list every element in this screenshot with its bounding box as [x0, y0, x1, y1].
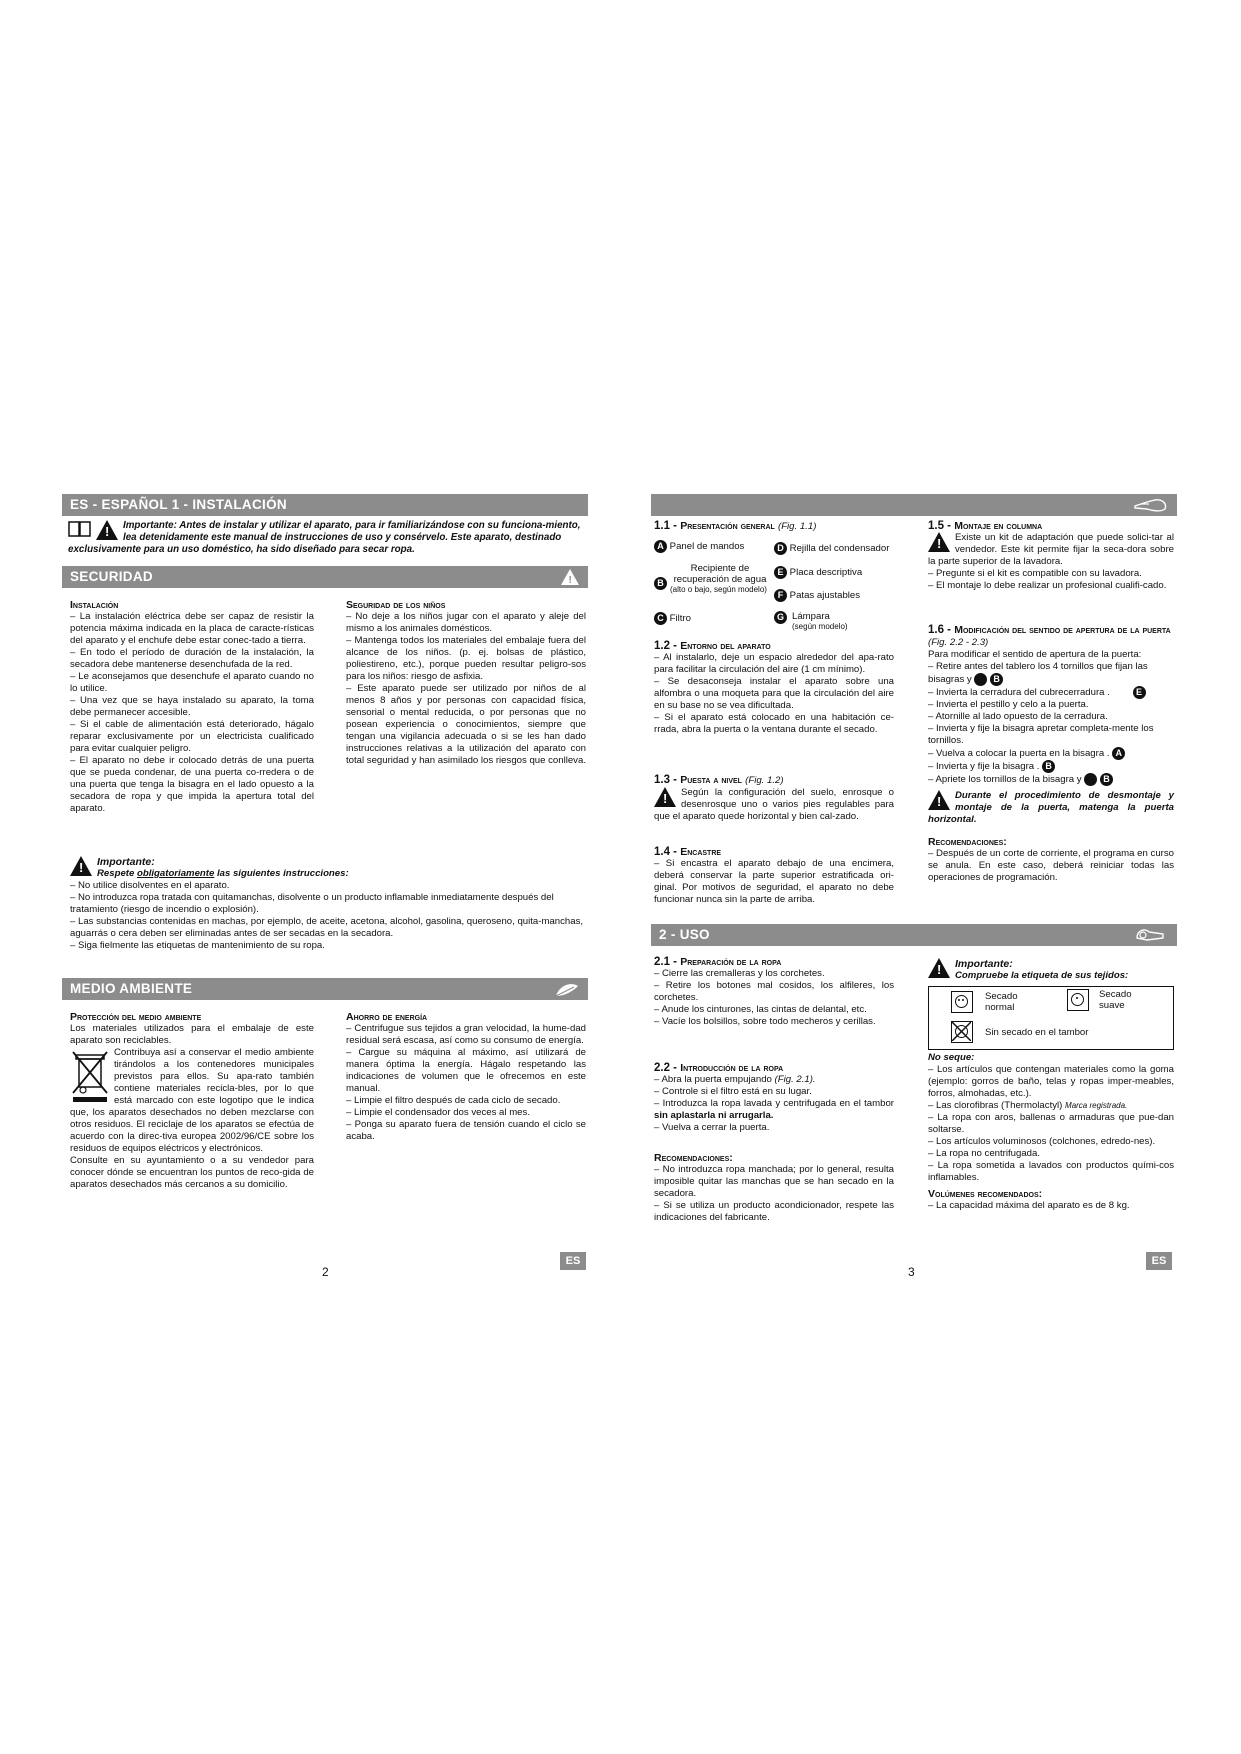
- es-badge-right: ES: [1146, 1252, 1172, 1270]
- list-item: – La ropa sometida a lavados con productos quími-cos inflamables.: [928, 1160, 1174, 1183]
- book-icon: [68, 520, 92, 538]
- list-item: – La ropa con aros, ballenas o armaduras que pue-dan soltarse.: [928, 1112, 1174, 1135]
- ninos-section: [346, 599, 586, 767]
- header-bar-seguridad: [62, 566, 588, 588]
- rec2-title: Recomendaciones:: [654, 1152, 733, 1164]
- ahorro-section: [346, 1011, 586, 1143]
- instalacion-title: Instalación: [70, 599, 119, 611]
- part-note: (alto o bajo, según modelo): [670, 585, 767, 594]
- s11-title: Presentación general: [680, 520, 775, 532]
- list-item: – Las substancias contenidas en machas, por ejemplo, de aceite, acetona, alcohol, gasolina, queroseno, quita-manchas, aguarrás o cera deben ser eliminadas antes de ser secadas en la secadora.: [70, 916, 584, 939]
- list-item: – Pregunte si el kit es compatible con su lavadora.: [928, 568, 1142, 579]
- care-normal: Secado normal: [985, 991, 1018, 1013]
- proteccion-p3: Consulte en su ayuntamiento o a su vendedor para conocer dónde se encuentran los puntos de reco-gida de aparatos desechados más cercanos a su domicilio.: [70, 1155, 314, 1190]
- part-letter: C: [654, 612, 667, 625]
- list-item: – Anude los cinturones, las cintas de delantal, etc.: [654, 1004, 867, 1015]
- part-e: [774, 566, 904, 579]
- importante-pre: Respete: [97, 868, 137, 879]
- marker-a: A: [1112, 747, 1125, 760]
- marca-note: Marca registrada.: [1065, 1101, 1128, 1110]
- list-item: – Al instalarlo, deje un espacio alrededor del apa-rato para facilitar la circulación del aire (1 cm mínimo).: [654, 652, 894, 675]
- part-label: Filtro: [669, 613, 691, 625]
- part-letter: A: [654, 540, 667, 553]
- importante-title: Importante:: [97, 856, 155, 868]
- list-item: – Siga fielmente las etiquetas de mantenimiento de su ropa.: [70, 940, 325, 951]
- marker-dot: [974, 673, 987, 686]
- svg-text:!: !: [568, 575, 573, 586]
- list-item: – Invierta y fije la bisagra . B: [928, 760, 1174, 773]
- s21-title: Preparación de la ropa: [680, 956, 782, 968]
- s16-intro: Para modificar el sentido de apertura de la puerta:: [928, 649, 1142, 660]
- importante-block: [70, 856, 588, 952]
- s11-fig: (Fig. 1.1): [778, 521, 817, 532]
- s16-num: 1.6 -: [928, 624, 955, 636]
- list-item: – Ponga su aparato fuera de tensión cuando el ciclo se acaba.: [346, 1119, 586, 1142]
- intro-text: Importante: Antes de instalar y utilizar el aparato, para ir familiarizándose con su funciona-miento, lea detenidamente este manual de instrucciones de uso y consérvelo. Este aparato, destinado exclusivamente para un uso doméstico, ha sido diseñado para secar ropa.: [68, 520, 581, 555]
- section-1-2: [654, 640, 894, 736]
- intro-block: [68, 520, 586, 556]
- s13-num: 1.3 -: [654, 774, 681, 786]
- page-number-left: 2: [322, 1265, 329, 1279]
- list-item: – Si el aparato está colocado en una habitación ce-rrada, abra la puerta o la ventana durante el secado.: [654, 712, 894, 735]
- list-item: – Le aconsejamos que desenchufe el aparato cuando no lo utilice.: [70, 671, 314, 694]
- marker-e: E: [1133, 686, 1146, 699]
- proteccion-title: Protección del medio ambiente: [70, 1011, 202, 1023]
- list-item: – Controle si el filtro está en su lugar.: [654, 1086, 812, 1097]
- warning-triangle-icon: [96, 520, 118, 540]
- s16-fig: (Fig. 2.2 - 2.3): [928, 637, 989, 648]
- list-item: – No introduzca ropa tratada con quitamanchas, disolvente o un producto inflamable inmediatamente después del tratamiento (riesgo de incendio o explosión).: [70, 892, 554, 915]
- list-item: – Vacíe los bolsillos, sobre todo mecheros y cerillas.: [654, 1016, 876, 1027]
- proteccion-section: [70, 1011, 314, 1191]
- section-2-2: [654, 1062, 894, 1224]
- rec1-title: Recomendaciones:: [928, 836, 1007, 849]
- medio-title: MEDIO AMBIENTE: [70, 981, 193, 996]
- s22-fig: (Fig. 2.1).: [774, 1074, 816, 1085]
- s14-text: – Si encastra el aparato debajo de una encimera, deberá conservar la parte superior estratificada ori-ginal. Por motivos de seguridad, el aparato no debe funcionar nunca sin la parte de arriba.: [654, 858, 894, 905]
- tumble-dry-icon: [1067, 989, 1089, 1011]
- list-item: – El montaje lo debe realizar un profesional cualifi-cado.: [928, 580, 1167, 591]
- header-bar-uso: [651, 924, 1177, 946]
- s21-num: 2.1 -: [654, 956, 681, 968]
- care-suave: Secado suave: [1099, 989, 1132, 1011]
- section-1-1: [654, 520, 894, 533]
- part-letter: E: [774, 566, 787, 579]
- list-item: – En todo el período de duración de la instalación, la secadora debe mantenerse desenchufada de la red.: [70, 647, 314, 670]
- marker-b: B: [1042, 760, 1055, 773]
- noseque-title: No seque:: [928, 1052, 975, 1063]
- list-item: – No utilice disolventes en el aparato.: [70, 880, 230, 891]
- s14-num: 1.4 -: [654, 846, 681, 858]
- part-letter: D: [774, 542, 787, 555]
- part-label: Panel de mandos: [669, 541, 745, 553]
- hand-icon: [1133, 926, 1169, 951]
- uso-title: 2 - USO: [659, 927, 710, 942]
- part-a: [654, 540, 764, 553]
- warning-triangle-icon: [560, 568, 580, 593]
- list-item: – Retire los botones mal cosidos, los alfileres, los corchetes.: [654, 980, 894, 1003]
- part-letter: B: [654, 577, 667, 590]
- s16-warn: Durante el procedimiento de desmontaje y montaje de la puerta, matenga la puerta horizontal.: [928, 790, 1174, 826]
- importante-underline: obligatoriamente: [137, 868, 215, 879]
- part-note: (según modelo): [792, 622, 848, 631]
- list-item: – Cierre las cremalleras y los corchetes.: [654, 968, 825, 979]
- list-item: – Si el cable de alimentación está deteriorado, hágalo reparar exclusivamente por un electricista cualificado para evitar cualquier peligro.: [70, 719, 314, 754]
- warning-triangle-icon: [928, 532, 950, 552]
- section-1-6: [928, 624, 1174, 884]
- s12-num: 1.2 -: [654, 640, 681, 652]
- header-bar-instalacion: [62, 494, 588, 516]
- list-item: – Centrifugue sus tejidos a gran velocidad, la hume-dad residual será escasa, así como su consumo de energía.: [346, 1023, 586, 1046]
- s16-title: Modificación del sentido de apertura de la puerta: [954, 624, 1171, 636]
- list-item: – Invierta la cerradura del cubrecerradura . E: [928, 686, 1174, 699]
- list-item: – Retire antes del tablero los 4 tornillos que fijan las bisagras y B: [928, 661, 1148, 686]
- list-item: – Los artículos voluminosos (colchones, edredo-nes).: [928, 1136, 1156, 1147]
- ninos-title: Seguridad de los niños: [346, 599, 446, 611]
- part-g: [774, 611, 904, 631]
- list-item: – El aparato no debe ir colocado detrás de una puerta que se pueda condenar, de una puerta co-rredera o de una puerta que tenga la bisagra en el lado opuesto a la secadora de ropa y que impida la apertura total del aparato.: [70, 755, 314, 814]
- warning-triangle-icon: [928, 958, 950, 978]
- list-item: – Se desaconseja instalar el aparato sobre una alfombra o una moqueta para que la circulación del aire en su base no se vea dificultada.: [654, 676, 894, 711]
- list-item: – Abra la puerta empujando (Fig. 2.1).: [654, 1074, 816, 1085]
- no-seque-section: [928, 1052, 1174, 1212]
- es-badge-left: ES: [560, 1252, 586, 1270]
- list-item: – Limpie el condensador dos veces al mes.: [346, 1107, 530, 1118]
- marker-dot: [1084, 773, 1097, 786]
- weee-bin-icon: [70, 1049, 110, 1103]
- s13-text: Según la configuración del suelo, enrosque o desenrosque uno o varios pies regulables para que el aparato quede horizontal y bien cal-zado.: [654, 787, 894, 822]
- list-item: – Vuelva a cerrar la puerta.: [654, 1122, 770, 1133]
- header-title: ES - ESPAÑOL 1 - INSTALACIÓN: [70, 497, 287, 512]
- leaf-icon: [552, 980, 580, 1005]
- s22-bold: sin aplastarla ni arrugarla.: [654, 1110, 774, 1121]
- care-sin: Sin secado en el tambor: [985, 1027, 1089, 1038]
- vol-text: – La capacidad máxima del aparato es de 8 kg.: [928, 1200, 1130, 1211]
- section-1-5: [928, 520, 1174, 592]
- importante-post: las siguientes instrucciones:: [214, 868, 349, 879]
- part-c: [654, 612, 764, 625]
- list-item: – Si se utiliza un producto acondicionador, respete las indicaciones del fabricante.: [654, 1200, 894, 1223]
- section-1-4: [654, 846, 894, 906]
- importante-2: [928, 958, 1174, 982]
- warning-triangle-icon: [70, 856, 92, 876]
- imp2-sub: Compruebe la etiqueta de sus tejidos:: [955, 970, 1129, 981]
- warning-triangle-icon: [654, 787, 676, 807]
- part-d: [774, 542, 904, 555]
- vol-title: Volúmenes recomendados:: [928, 1188, 1043, 1200]
- list-item: – No introduzca ropa manchada; por lo general, resulta imposible quitar las manchas que se han secado en la secadora.: [654, 1164, 894, 1199]
- list-item: – Vuelva a colocar la puerta en la bisagra . A: [928, 747, 1174, 760]
- list-item: – Limpie el filtro después de cada ciclo de secado.: [346, 1095, 561, 1106]
- header-bar-right: [651, 494, 1177, 516]
- marker-b: B: [1100, 773, 1113, 786]
- section-1-3: [654, 774, 894, 823]
- part-label: Lámpara: [792, 611, 830, 622]
- part-label: Placa descriptiva: [789, 567, 863, 579]
- page-number-right: 3: [908, 1265, 915, 1279]
- list-item: – Invierta el pestillo y celo a la puerta.: [928, 699, 1089, 711]
- warning-triangle-icon: [928, 790, 950, 810]
- imp2-title: Importante:: [955, 958, 1013, 970]
- list-item: – Cargue su máquina al máximo, así utilizará de manera óptima la energía. Hágalo respetando las indicaciones de volumen que le ofrecemos en este manual.: [346, 1047, 586, 1094]
- part-label: Recipiente de recuperación de agua: [673, 563, 767, 585]
- header-bar-medio-ambiente: [62, 978, 588, 1000]
- rec1-text: – Después de un corte de corriente, el programa en curso se anula. En este caso, deberá reiniciar todas las operaciones de programación.: [928, 848, 1174, 884]
- list-item: – Invierta y fije la bisagra apretar completa-mente los tornillos.: [928, 723, 1154, 747]
- ahorro-title: Ahorro de energía: [346, 1011, 428, 1023]
- list-item: – Una vez que se haya instalado su aparato, la toma debe permanecer accesible.: [70, 695, 314, 718]
- proteccion-p2: Contribuya así a conservar el medio ambiente tirándolos a los contenedores municipales previstos para ellos. Su apa-rato también contiene materiales recicla-bles, por lo que está marcado con este logotipo que le indica que, los aparatos desechados no deben mezclarse con otros residuos. El reciclaje de los aparatos se efectúa de acuerdo con la direc-tiva europea 2002/96/CE sobre los residuos de equipos eléctricos y electrónicos.: [70, 1047, 314, 1154]
- s15-title: Montaje en columna: [954, 520, 1043, 532]
- s13-title: Puesta a nivel: [680, 774, 742, 786]
- part-letter: G: [774, 611, 787, 624]
- list-item: – Mantenga todos los materiales del embalaje fuera del alcance de los niños. (p. ej. bolsas de plástico, poliestireno, etc.), porque pueden resultar peligro-sos para los niños: riesgo de asfixia.: [346, 635, 586, 682]
- part-f: [774, 589, 904, 602]
- list-item: – Los artículos que contengan materiales como la goma (ejemplo: gorros de baño, telas y ropas imper-meables, forros, almohadas, etc.).: [928, 1064, 1174, 1099]
- care-label-box: [928, 986, 1174, 1050]
- part-label: Patas ajustables: [789, 590, 861, 602]
- part-letter: F: [774, 589, 787, 602]
- proteccion-p1: Los materiales utilizados para el embalaje de este aparato son reciclables.: [70, 1023, 314, 1046]
- s22-num: 2.2 -: [654, 1062, 681, 1074]
- tumble-dry-icon: [951, 1021, 973, 1043]
- instalacion-section: [70, 599, 314, 815]
- s14-title: Encastre: [680, 846, 722, 858]
- list-item: – Atornille al lado opuesto de la cerradura.: [928, 711, 1108, 723]
- part-b: [654, 563, 774, 594]
- s13-fig: (Fig. 1.2): [745, 775, 784, 786]
- list-item: – Introduzca la ropa lavada y centrifugada en el tambor sin aplastarla ni arrugarla.: [654, 1098, 894, 1121]
- s11-num: 1.1 -: [654, 520, 681, 532]
- list-item: – Las clorofibras (Thermolactyl) Marca registrada.: [928, 1100, 1128, 1111]
- hand-icon: [1133, 496, 1169, 521]
- section-2-1: [654, 956, 894, 1028]
- list-item: – No deje a los niños jugar con el aparato y aleje del mismo a los animales domésticos.: [346, 611, 586, 634]
- tumble-dry-icon: [951, 991, 973, 1013]
- part-label: Rejilla del condensador: [789, 543, 890, 555]
- list-item: Existe un kit de adaptación que puede solici-tar al vendedor. Este kit permite fijar la seca-dora sobre la parte superior de la lavadora.: [928, 532, 1174, 567]
- marker-b: B: [990, 673, 1003, 686]
- list-item: – Apriete los tornillos de la bisagra y B: [928, 773, 1174, 786]
- s22-title: Introducción de la ropa: [680, 1062, 784, 1074]
- seguridad-title: SECURIDAD: [70, 569, 153, 584]
- s15-num: 1.5 -: [928, 520, 955, 532]
- list-item: – Este aparato puede ser utilizado por niños de al menos 8 años y por personas con capacidad física, sensorial o mental reducida, o por personas que no posean experiencia o conocimientos, siempre que tengan una vigilancia adecuada o si se les han dado instrucciones relativas a la utilización del aparato con total seguridad y han asimilado los riesgos que conlleva.: [346, 683, 586, 766]
- list-item: – La instalación eléctrica debe ser capaz de resistir la potencia máxima indicada en la placa de caracte-rísticas del aparato y el enchufe debe estar conec-tado a tierra.: [70, 611, 314, 646]
- list-item: – La ropa no centrifugada.: [928, 1148, 1041, 1159]
- s12-title: Entorno del aparato: [680, 640, 771, 652]
